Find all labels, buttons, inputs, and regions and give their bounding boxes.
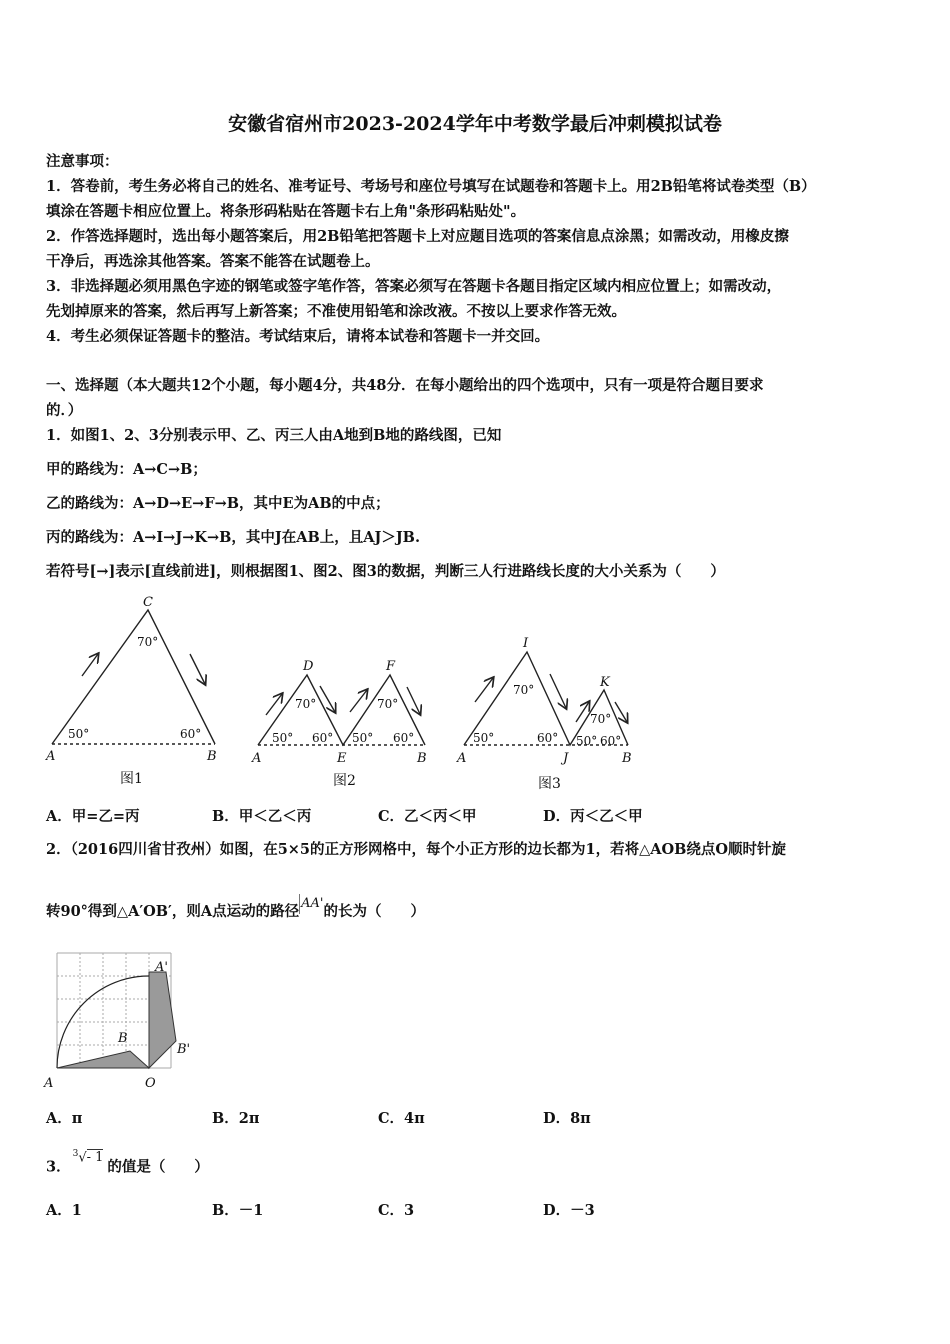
q3-number: 3． [46, 1158, 71, 1176]
fig3-label-i: I [523, 636, 529, 651]
fig1-label-a: A [46, 749, 56, 764]
fig3-angle: 70° [590, 712, 612, 726]
fig2-label-d: D [303, 659, 314, 674]
q2-option-d[interactable]: D．8π [543, 1110, 591, 1127]
q1-option-a[interactable]: A．甲=乙=丙 [46, 808, 140, 825]
q2-option-a[interactable]: A．π [46, 1110, 83, 1127]
section-heading: 一、选择题（本大题共12个小题，每小题4分，共48分．在每小题给出的四个选项中，只有一项是符合题目要求 [46, 377, 764, 394]
fig1-label-c: C [143, 595, 153, 610]
fig2-angle: 60° [393, 731, 415, 745]
fig3-angle: 60° [537, 731, 559, 745]
section-heading-cont: 的．） [46, 402, 83, 419]
fig1-angle-a: 50° [68, 727, 90, 741]
q2-stem-part2: 的长为（ ） [323, 903, 425, 920]
q2-arc-notation: AA' [299, 894, 323, 914]
fig2-angle: 60° [312, 731, 334, 745]
q2-figure [40, 945, 210, 1095]
q2-label-a-prime: A' [155, 960, 168, 975]
q3-text: 的值是（ ） [107, 1158, 209, 1176]
fig2-label-e: E [337, 751, 347, 766]
fig1-angle-c: 70° [137, 635, 159, 649]
fig1-caption: 图1 [120, 771, 143, 787]
fig2-angle: 50° [352, 731, 374, 745]
fig1-label-b: B [207, 749, 217, 764]
radical-icon: √ [78, 1150, 87, 1166]
page-title: 安徽省宿州市2023-2024学年中考数学最后冲刺模拟试卷 [228, 113, 722, 135]
fig3-label-a: A [457, 751, 467, 766]
fig3-label-j: J [563, 751, 569, 766]
q3-stem [46, 1149, 209, 1178]
fig3-angle: 70° [513, 683, 535, 697]
fig2-label-f: F [386, 659, 396, 674]
fig3-angle: 60° [600, 734, 622, 748]
q2-label-b: B [118, 1031, 128, 1046]
q1-figures [0, 590, 950, 800]
q2-option-b[interactable]: B．2π [212, 1110, 260, 1127]
fig2-angle: 50° [272, 731, 294, 745]
fig2-angle: 70° [377, 697, 399, 711]
fig2-caption: 图2 [333, 773, 356, 789]
q3-option-a[interactable]: A．1 [46, 1202, 82, 1219]
q2-stem-part1: 转90°得到△A′OB′，则A点运动的路径 [46, 903, 300, 920]
notice-line: 干净后，再选涂其他答案。答案不能答在试题卷上。 [46, 253, 380, 270]
fig3-angle: 50° [576, 734, 598, 748]
q3-option-b[interactable]: B．－1 [212, 1202, 264, 1219]
notice-line: 4．考生必须保证答题卡的整洁。考试结束后，请将本试卷和答题卡一并交回。 [46, 328, 550, 345]
q2-label-b-prime: B' [177, 1042, 191, 1057]
q3-option-d[interactable]: D．－3 [543, 1202, 595, 1219]
q1-bing-route: 丙的路线为：A→I→J→K→B，其中J在AB上，且AJ＞JB. [46, 529, 420, 546]
fig1-angle-b: 60° [180, 727, 202, 741]
notice-heading: 注意事项： [46, 153, 119, 170]
q3-option-c[interactable]: C．3 [378, 1202, 415, 1219]
q3-root-index: 3 [72, 1149, 79, 1159]
q1-option-c[interactable]: C．乙＜丙＜甲 [378, 808, 477, 825]
notice-line: 3．非选择题必须用黑色字迹的钢笔或签字笔作答，答案必须写在答题卡各题目指定区域内相应位置上；如需改动， [46, 278, 782, 295]
fig2-label-b: B [417, 751, 427, 766]
q1-option-b[interactable]: B．甲＜乙＜丙 [212, 808, 312, 825]
fig2-label-a: A [252, 751, 262, 766]
q1-question: 若符号[→]表示[直线前进]，则根据图1、图2、图3的数据，判断三人行进路线长度的大小关系为（ ） [46, 563, 725, 580]
fig3-caption: 图3 [538, 776, 561, 792]
notice-line: 1．答卷前，考生务必将自己的姓名、准考证号、考场号和座位号填写在试题卷和答题卡上。用2B铅笔将试卷类型（B） [46, 178, 816, 195]
q2-label-o: O [145, 1076, 156, 1091]
q1-option-d[interactable]: D．丙＜乙＜甲 [543, 808, 643, 825]
q2-option-c[interactable]: C．4π [378, 1110, 425, 1127]
q2-stem: 2．（2016四川省甘孜州）如图，在5×5的正方形网格中，每个小正方形的边长都为1，若将△AOB绕点O顺时针旋 [46, 841, 787, 858]
notice-line: 填涂在答题卡相应位置上。将条形码粘贴在答题卡右上角"条形码粘贴处"。 [46, 203, 526, 220]
q3-radicand: - 1 [86, 1150, 104, 1166]
q2-label-a: A [44, 1076, 54, 1091]
notice-line: 先划掉原来的答案，然后再写上新答案；不准使用铅笔和涂改液。不按以上要求作答无效。 [46, 303, 626, 320]
q1-yi-route: 乙的路线为：A→D→E→F→B，其中E为AB的中点； [46, 495, 390, 512]
fig3-label-k: K [600, 675, 610, 690]
fig3-label-b: B [622, 751, 632, 766]
q1-stem: 1．如图1、2、3分别表示甲、乙、丙三人由A地到B地的路线图，已知 [46, 427, 502, 444]
fig3-angle: 50° [473, 731, 495, 745]
q2-stem-cont [46, 896, 425, 923]
notice-line: 2．作答选择题时，选出每小题答案后，用2B铅笔把答题卡上对应题目选项的答案信息点涂黑；如需改动，用橡皮擦 [46, 228, 789, 245]
fig2-angle: 70° [295, 697, 317, 711]
q3-cube-root [73, 1144, 104, 1168]
q1-jia-route: 甲的路线为：A→C→B； [46, 461, 207, 478]
